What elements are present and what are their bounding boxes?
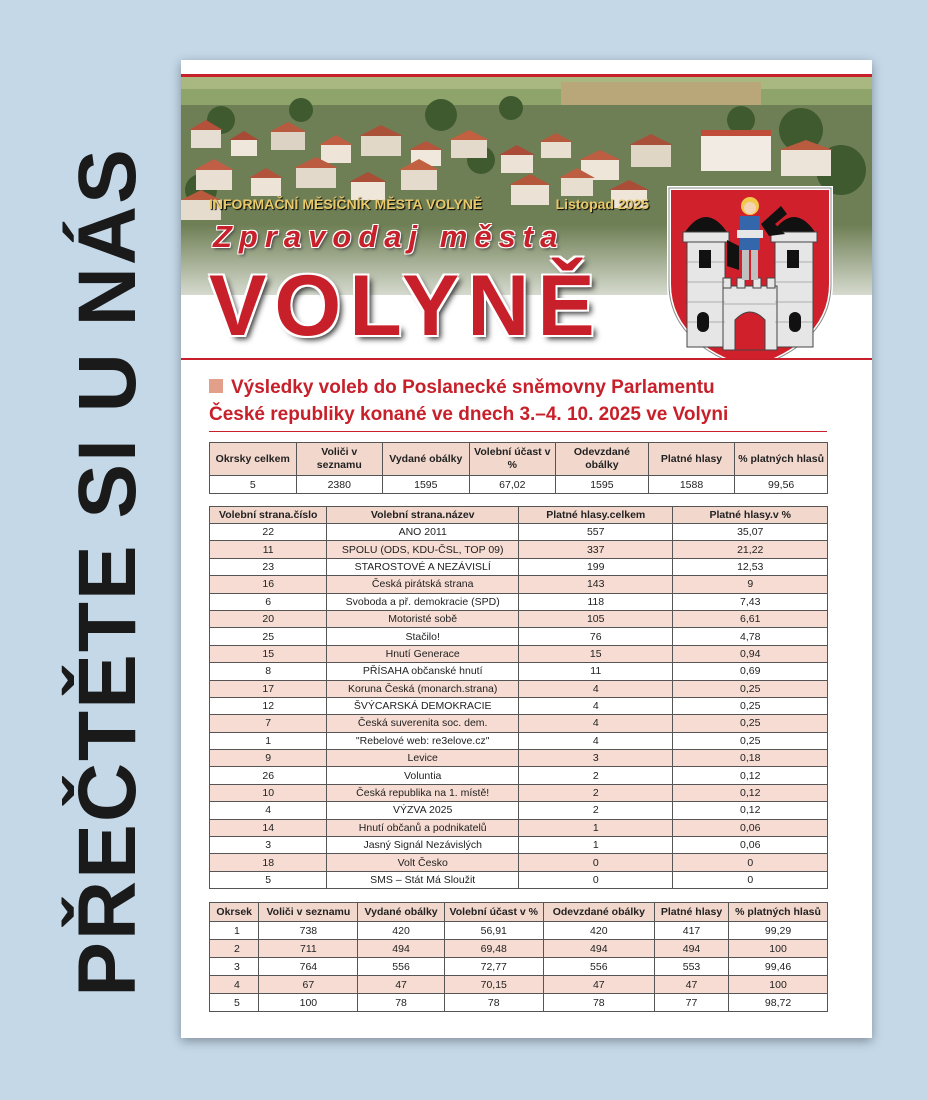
party-name: PŘÍSAHA občanské hnutí <box>327 663 519 680</box>
party-name: Levice <box>327 750 519 767</box>
party-percent: 0 <box>673 871 828 888</box>
party-votes: 1 <box>518 837 673 854</box>
results-header-cell: Volební strana.název <box>327 507 519 524</box>
summary-header-cell: Voliči v seznamu <box>296 443 383 476</box>
district-cell: 1 <box>210 922 259 940</box>
district-cell: 556 <box>543 958 654 976</box>
party-name: Hnutí občanů a podnikatelů <box>327 819 519 836</box>
district-cell: 3 <box>210 958 259 976</box>
party-name: Volt Česko <box>327 854 519 871</box>
party-name: Motoristé sobě <box>327 610 519 627</box>
table-row <box>210 958 828 976</box>
party-percent: 0,69 <box>673 663 828 680</box>
district-cell: 100 <box>729 976 828 994</box>
summary-header-row <box>210 443 828 476</box>
party-number: 1 <box>210 732 327 749</box>
district-header-cell: Volební účast v % <box>444 903 543 922</box>
party-votes: 143 <box>518 576 673 593</box>
table-row <box>210 767 828 784</box>
party-votes: 4 <box>518 697 673 714</box>
results-header-row <box>210 507 828 524</box>
party-number: 11 <box>210 541 327 558</box>
district-header-row <box>210 903 828 922</box>
coat-of-arms-icon <box>665 184 835 360</box>
party-name: Česká pirátská strana <box>327 576 519 593</box>
table-row <box>210 663 828 680</box>
table-row <box>210 922 828 940</box>
party-name: VÝZVA 2025 <box>327 802 519 819</box>
party-votes: 557 <box>518 524 673 541</box>
issue-date: Listopad 2025 <box>555 196 649 212</box>
table-row <box>210 976 828 994</box>
party-name: STAROSTOVÉ A NEZÁVISLÍ <box>327 558 519 575</box>
summary-cell: 5 <box>210 476 297 494</box>
party-name: ANO 2011 <box>327 524 519 541</box>
district-cell: 47 <box>358 976 445 994</box>
party-name: SPOLU (ODS, KDU-ČSL, TOP 09) <box>327 541 519 558</box>
party-number: 26 <box>210 767 327 784</box>
table-row <box>210 819 828 836</box>
party-votes: 105 <box>518 610 673 627</box>
district-cell: 553 <box>654 958 728 976</box>
district-cell: 417 <box>654 922 728 940</box>
party-number: 22 <box>210 524 327 541</box>
masthead-info-row <box>209 194 649 214</box>
party-name: SMS – Stát Má Sloužit <box>327 871 519 888</box>
district-cell: 78 <box>358 994 445 1012</box>
summary-header-cell: Vydané obálky <box>383 443 470 476</box>
masthead-subtitle: Zpravodaj města <box>213 219 565 254</box>
table-row <box>210 628 828 645</box>
district-cell: 100 <box>729 940 828 958</box>
party-votes: 2 <box>518 802 673 819</box>
district-cell: 420 <box>543 922 654 940</box>
masthead-bottom-rule <box>181 358 872 360</box>
summary-header-cell: Volební účast v % <box>469 443 556 476</box>
party-percent: 4,78 <box>673 628 828 645</box>
party-votes: 337 <box>518 541 673 558</box>
party-results-table <box>209 506 828 889</box>
table-row <box>210 524 828 541</box>
summary-cell: 99,56 <box>735 476 828 494</box>
party-votes: 2 <box>518 767 673 784</box>
table-row <box>210 940 828 958</box>
party-percent: 21,22 <box>673 541 828 558</box>
party-name: Voluntia <box>327 767 519 784</box>
party-percent: 6,61 <box>673 610 828 627</box>
district-cell: 2 <box>210 940 259 958</box>
summary-header-cell: Okrsky celkem <box>210 443 297 476</box>
district-cell: 56,91 <box>444 922 543 940</box>
party-percent: 0 <box>673 854 828 871</box>
party-name: "Rebelové web: re3elove.cz" <box>327 732 519 749</box>
party-number: 20 <box>210 610 327 627</box>
district-cell: 78 <box>543 994 654 1012</box>
district-cell: 69,48 <box>444 940 543 958</box>
party-number: 16 <box>210 576 327 593</box>
party-votes: 0 <box>518 854 673 871</box>
party-name: ŠVÝCARSKÁ DEMOKRACIE <box>327 697 519 714</box>
party-percent: 0,18 <box>673 750 828 767</box>
summary-header-cell: Platné hlasy <box>648 443 735 476</box>
heading-rule <box>209 431 827 432</box>
heading-bullet-icon <box>209 379 223 393</box>
party-votes: 15 <box>518 645 673 662</box>
table-row <box>210 558 828 575</box>
summary-cell: 1588 <box>648 476 735 494</box>
party-name: Svoboda a př. demokracie (SPD) <box>327 593 519 610</box>
party-votes: 3 <box>518 750 673 767</box>
table-row <box>210 610 828 627</box>
district-cell: 78 <box>444 994 543 1012</box>
section-heading-line2: České republiky konané ve dnech 3.–4. 10. 2025 ve Volyni <box>209 404 729 425</box>
summary-table <box>209 442 828 494</box>
party-votes: 4 <box>518 680 673 697</box>
summary-header-cell: % platných hlasů <box>735 443 828 476</box>
party-number: 12 <box>210 697 327 714</box>
party-votes: 4 <box>518 715 673 732</box>
district-cell: 77 <box>654 994 728 1012</box>
district-cell: 100 <box>259 994 358 1012</box>
party-name: Česká republika na 1. místě! <box>327 784 519 801</box>
section-heading <box>209 374 849 428</box>
party-percent: 0,06 <box>673 819 828 836</box>
party-number: 18 <box>210 854 327 871</box>
newsletter-page <box>181 60 872 1038</box>
party-percent: 0,12 <box>673 802 828 819</box>
district-cell: 99,46 <box>729 958 828 976</box>
district-cell: 47 <box>543 976 654 994</box>
district-header-cell: Odevzdané obálky <box>543 903 654 922</box>
party-number: 15 <box>210 645 327 662</box>
table-row <box>210 680 828 697</box>
party-percent: 0,25 <box>673 697 828 714</box>
table-row <box>210 802 828 819</box>
party-number: 10 <box>210 784 327 801</box>
party-number: 25 <box>210 628 327 645</box>
district-cell: 72,77 <box>444 958 543 976</box>
district-cell: 98,72 <box>729 994 828 1012</box>
party-percent: 0,12 <box>673 767 828 784</box>
side-banner-text: PŘEČTĚTE SI U NÁS <box>62 147 153 997</box>
district-cell: 67 <box>259 976 358 994</box>
district-results-table <box>209 902 828 1012</box>
district-cell: 494 <box>543 940 654 958</box>
party-votes: 1 <box>518 819 673 836</box>
table-row <box>210 645 828 662</box>
table-row <box>210 732 828 749</box>
table-row <box>210 593 828 610</box>
summary-cell: 1595 <box>383 476 470 494</box>
party-number: 5 <box>210 871 327 888</box>
party-votes: 0 <box>518 871 673 888</box>
district-header-cell: Okrsek <box>210 903 259 922</box>
bulletin-label: INFORMAČNÍ MĚSÍČNÍK MĚSTA VOLYNĚ <box>209 196 483 212</box>
party-percent: 0,25 <box>673 715 828 732</box>
party-percent: 0,25 <box>673 732 828 749</box>
party-percent: 7,43 <box>673 593 828 610</box>
party-number: 14 <box>210 819 327 836</box>
party-number: 9 <box>210 750 327 767</box>
district-cell: 556 <box>358 958 445 976</box>
table-row <box>210 750 828 767</box>
party-name: Jasný Signál Nezávislých <box>327 837 519 854</box>
party-number: 4 <box>210 802 327 819</box>
top-red-rule <box>181 74 872 77</box>
summary-cell: 67,02 <box>469 476 556 494</box>
party-percent: 9 <box>673 576 828 593</box>
district-header-cell: Platné hlasy <box>654 903 728 922</box>
party-percent: 12,53 <box>673 558 828 575</box>
results-header-cell: Volební strana.číslo <box>210 507 327 524</box>
section-heading-line1: Výsledky voleb do Poslanecké sněmovny Parlamentu <box>231 377 715 398</box>
summary-row <box>210 476 828 494</box>
table-row <box>210 994 828 1012</box>
party-percent: 0,25 <box>673 680 828 697</box>
district-cell: 420 <box>358 922 445 940</box>
table-row <box>210 854 828 871</box>
table-row <box>210 784 828 801</box>
party-percent: 0,12 <box>673 784 828 801</box>
district-cell: 70,15 <box>444 976 543 994</box>
district-cell: 764 <box>259 958 358 976</box>
summary-cell: 2380 <box>296 476 383 494</box>
summary-cell: 1595 <box>556 476 649 494</box>
table-row <box>210 837 828 854</box>
party-votes: 118 <box>518 593 673 610</box>
results-header-cell: Platné hlasy.celkem <box>518 507 673 524</box>
district-cell: 47 <box>654 976 728 994</box>
masthead-title: VOLYNĚ <box>209 258 603 354</box>
district-cell: 5 <box>210 994 259 1012</box>
party-number: 8 <box>210 663 327 680</box>
district-cell: 738 <box>259 922 358 940</box>
party-number: 7 <box>210 715 327 732</box>
summary-header-cell: Odevzdané obálky <box>556 443 649 476</box>
party-votes: 4 <box>518 732 673 749</box>
party-percent: 0,94 <box>673 645 828 662</box>
party-number: 6 <box>210 593 327 610</box>
party-votes: 76 <box>518 628 673 645</box>
party-number: 23 <box>210 558 327 575</box>
party-name: Česká suverenita soc. dem. <box>327 715 519 732</box>
party-name: Stačilo! <box>327 628 519 645</box>
district-cell: 4 <box>210 976 259 994</box>
table-row <box>210 541 828 558</box>
party-name: Hnutí Generace <box>327 645 519 662</box>
district-header-cell: Vydané obálky <box>358 903 445 922</box>
party-percent: 0,06 <box>673 837 828 854</box>
party-votes: 199 <box>518 558 673 575</box>
district-cell: 494 <box>358 940 445 958</box>
district-cell: 711 <box>259 940 358 958</box>
masthead <box>181 60 872 360</box>
party-percent: 35,07 <box>673 524 828 541</box>
party-name: Koruna Česká (monarch.strana) <box>327 680 519 697</box>
district-cell: 99,29 <box>729 922 828 940</box>
party-number: 17 <box>210 680 327 697</box>
party-number: 3 <box>210 837 327 854</box>
district-header-cell: Voliči v seznamu <box>259 903 358 922</box>
party-votes: 11 <box>518 663 673 680</box>
district-cell: 494 <box>654 940 728 958</box>
table-row <box>210 715 828 732</box>
results-header-cell: Platné hlasy.v % <box>673 507 828 524</box>
district-header-cell: % platných hlasů <box>729 903 828 922</box>
table-row <box>210 871 828 888</box>
table-row <box>210 697 828 714</box>
party-votes: 2 <box>518 784 673 801</box>
table-row <box>210 576 828 593</box>
